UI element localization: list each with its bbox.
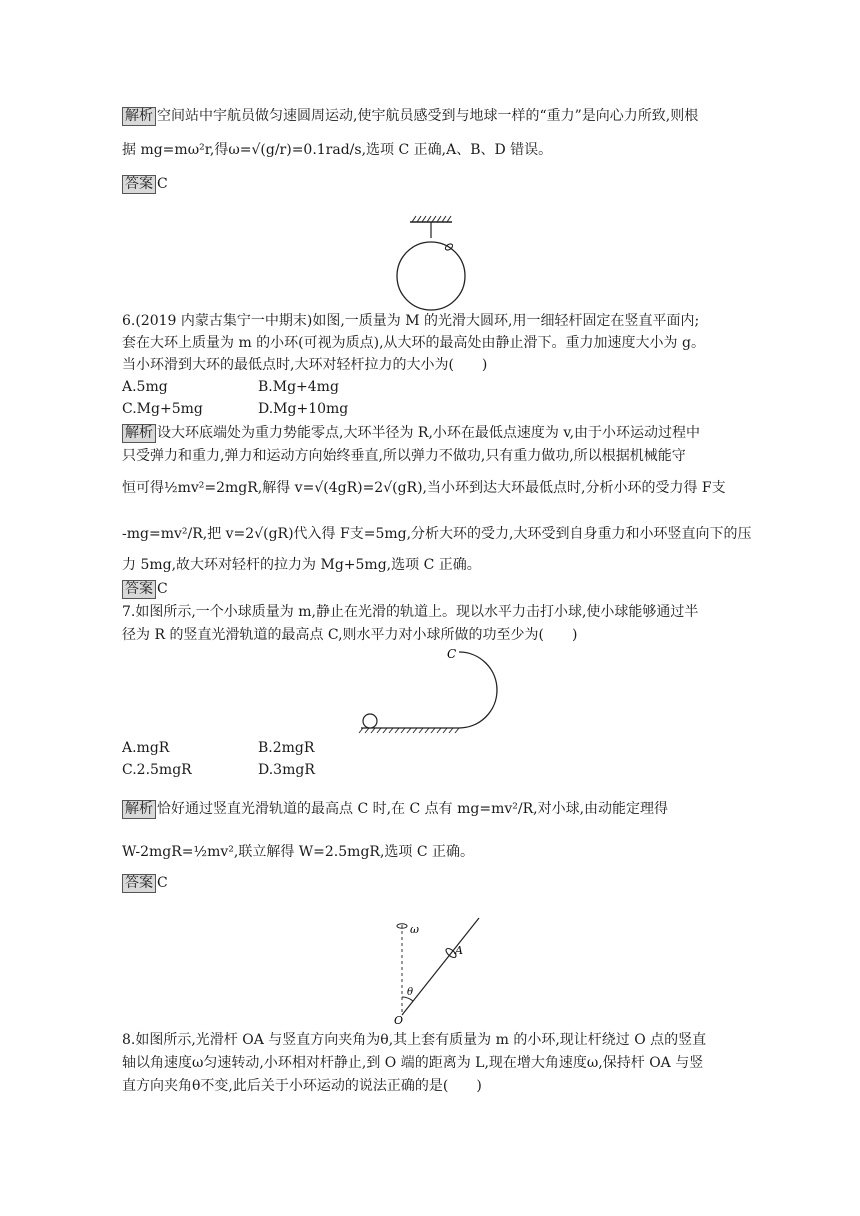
q8-stem-line-1: 8.如图所示,光滑杆 OA 与竖直方向夹角为θ,其上套有质量为 m 的小环,现让杆绕过 O 点的竖直 [122, 1032, 707, 1048]
point-a-label: A [455, 944, 463, 957]
q6-option-d: D.Mg+10mg [258, 401, 349, 417]
analysis-tag: 解析 [122, 107, 156, 126]
omega-label: ω [410, 923, 419, 936]
q7-track-figure [355, 640, 515, 740]
q8-stem-line-3: 直方向夹角θ不变,此后关于小环运动的说法正确的是( ) [122, 1078, 482, 1094]
q7-answer-line [122, 873, 168, 893]
q6-option-c: C.Mg+5mg [122, 401, 203, 417]
q5-analysis-text-1: 空间站中宇航员做匀速圆周运动,使宇航员感受到与地球一样的“重力”是向心力所致,则根 [157, 108, 699, 124]
q7-option-b: B.2mgR [258, 740, 315, 756]
q7-analysis-text-1: 恰好通过竖直光滑轨道的最高点 C 时,在 C 点有 mg=mv²/R,对小球,由动能定理得 [157, 801, 669, 817]
q6-stem-line-3: 当小环滑到大环的最低点时,大环对轻杆拉力的大小为( ) [122, 357, 488, 373]
q6-analysis-text-1: 设大环底端处为重力势能零点,大环半径为 R,小环在最低点速度为 v,由于小环运动过程中 [157, 425, 701, 441]
q6-option-a: A.5mg [122, 379, 168, 395]
analysis-tag: 解析 [122, 800, 156, 819]
q5-answer-value: C [157, 176, 168, 192]
q6-answer-value: C [157, 581, 168, 597]
point-o-label: O [394, 1014, 404, 1025]
q7-stem-line-2: 径为 R 的竖直光滑轨道的最高点 C,则水平力对小球所做的功至少为( ) [122, 627, 578, 643]
q5-answer-line [122, 174, 168, 194]
q6-answer-line [122, 579, 168, 599]
analysis-tag: 解析 [122, 424, 156, 443]
q6-ring-figure [380, 212, 490, 322]
q6-analysis-line-5: 力 5mg,故大环对轻杆的拉力为 Mg+5mg,选项 C 正确。 [122, 557, 481, 573]
q7-point-c-label: C [447, 647, 457, 661]
q7-option-d: D.3mgR [258, 762, 315, 778]
q6-option-b: B.Mg+4mg [258, 379, 339, 395]
q6-stem-line-1: 6.(2019 内蒙古集宁一中期末)如图,一质量为 M 的光滑大圆环,用一细轻杆固定在竖直平面内; [122, 313, 700, 329]
theta-label: θ [407, 987, 414, 998]
answer-tag: 答案 [122, 580, 156, 599]
q6-stem-line-2: 套在大环上质量为 m 的小环(可视为质点),从大环的最高处由静止滑下。重力加速度大小为 g。 [122, 335, 705, 351]
q8-rod-figure [385, 915, 495, 1025]
q8-stem-line-2: 轴以角速度ω匀速转动,小环相对杆静止,到 O 端的距离为 L,现在增大角速度ω,保持杆 OA 与竖 [122, 1055, 704, 1071]
answer-tag: 答案 [122, 874, 156, 893]
q5-analysis-line-2: 据 mg=mω²r,得ω=√(g/r)=0.1rad/s,选项 C 正确,A、B、D 错误。 [122, 142, 553, 158]
q6-analysis-line-3: 恒可得½mv²=2mgR,解得 v=√(4gR)=2√(gR),当小环到达大环最低点时,分析小环的受力得 F支 [122, 480, 726, 496]
q7-stem-line-1: 7.如图所示,一个小球质量为 m,静止在光滑的轨道上。现以水平力击打小球,使小球能够通过半 [122, 604, 699, 620]
q7-answer-value: C [157, 875, 168, 891]
answer-tag: 答案 [122, 175, 156, 194]
q7-option-c: C.2.5mgR [122, 762, 192, 778]
q5-analysis-line-1 [122, 106, 698, 126]
q6-analysis-line-4: -mg=mv²/R,把 v=2√(gR)代入得 F支=5mg,分析大环的受力,大环受到自身重力和小环竖直向下的压 [122, 526, 752, 542]
q7-option-a: A.mgR [122, 740, 170, 756]
q6-analysis-line-1 [122, 423, 700, 443]
q7-analysis-line-2: W-2mgR=½mv²,联立解得 W=2.5mgR,选项 C 正确。 [122, 844, 475, 860]
q6-analysis-line-2: 只受弹力和重力,弹力和运动方向始终垂直,所以弹力不做功,只有重力做功,所以根据机械能守 [122, 448, 686, 464]
q7-analysis-line-1 [122, 799, 668, 819]
